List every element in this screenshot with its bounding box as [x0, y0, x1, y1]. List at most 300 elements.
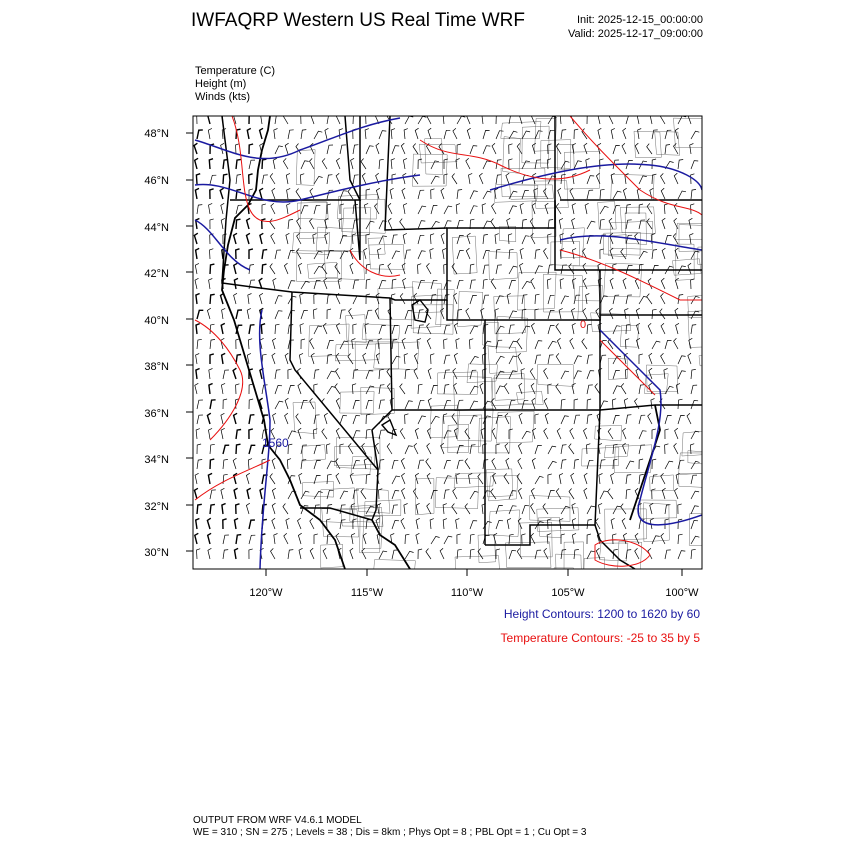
county-outline [488, 347, 518, 374]
wind-barb [561, 371, 569, 379]
wind-barb [415, 128, 418, 139]
wind-barb [622, 143, 626, 154]
wind-barb [674, 143, 679, 154]
wind-barb [613, 191, 621, 199]
wind-barb [353, 175, 359, 184]
wind-barb [197, 114, 201, 124]
wind-barb [496, 296, 504, 304]
wind-barb [665, 235, 672, 244]
wind-barb [665, 429, 669, 439]
wind-barb [470, 521, 477, 529]
wind-barb [340, 251, 348, 259]
wind-barb [418, 384, 423, 394]
wind-barb [366, 146, 374, 154]
wind-barb [301, 206, 308, 214]
wind-barb [392, 460, 398, 469]
wind-barb [678, 504, 682, 514]
wind-barb [314, 205, 320, 214]
wind-barb [327, 175, 332, 184]
wind-barb [496, 340, 502, 349]
county-outline [378, 287, 414, 320]
init-time: Init: 2025-12-15_00:00:00 [577, 14, 703, 26]
wind-barb [366, 386, 374, 394]
wind-barb [197, 205, 202, 214]
county-outline [320, 488, 354, 523]
wind-barb [665, 444, 669, 454]
wind-barb [600, 189, 605, 199]
wind-barb [652, 459, 656, 469]
wind-barb [639, 204, 643, 214]
wind-barb [236, 144, 240, 154]
wind-barb [247, 353, 251, 364]
wind-barb [379, 131, 386, 139]
wind-barb [400, 219, 405, 229]
wind-barb [532, 398, 535, 409]
wind-barb [430, 249, 434, 260]
wind-barb [561, 399, 566, 409]
wind-barb [301, 311, 308, 320]
wind-barb [570, 428, 574, 439]
wind-barb [299, 473, 302, 484]
wind-barb [470, 356, 479, 364]
county-outline [478, 534, 496, 562]
wind-barb [691, 161, 698, 169]
wind-barb [648, 323, 652, 334]
wind-barb [675, 248, 678, 259]
wind-barb [678, 160, 683, 170]
wind-barb [234, 413, 238, 424]
wind-barb [418, 251, 426, 259]
wind-barb [496, 249, 500, 259]
wind-barb [535, 414, 539, 424]
wind-barb [600, 206, 609, 214]
wind-barb [379, 385, 384, 394]
wind-barb [678, 460, 684, 469]
wind-barb [427, 338, 431, 349]
wind-barb [336, 158, 340, 169]
wind-barb [195, 263, 199, 274]
county-outline [676, 223, 717, 240]
wind-barb [496, 265, 502, 274]
wind-barb [287, 188, 291, 199]
wind-barb [457, 460, 463, 469]
wind-barb [600, 296, 608, 304]
model-info-line1: OUTPUT FROM WRF V4.6.1 MODEL [193, 815, 362, 826]
wind-barb [299, 263, 303, 274]
wind-barb [236, 384, 240, 394]
wind-barb [661, 533, 665, 544]
wind-barb [210, 459, 214, 469]
wind-barb [366, 414, 370, 424]
wind-barb [379, 551, 387, 559]
wind-barb [457, 144, 461, 154]
wind-barb [223, 459, 228, 469]
wind-barb [336, 398, 340, 409]
wind-barb [275, 250, 281, 259]
wind-barb [288, 550, 293, 559]
wind-barb [665, 550, 671, 559]
wind-barb [613, 534, 617, 544]
wind-barb [457, 549, 462, 559]
wind-barb [249, 144, 253, 154]
wind-barb [418, 221, 425, 229]
wind-barb [531, 233, 535, 244]
wind-barb [236, 219, 241, 229]
wind-barb [272, 488, 275, 499]
wind-barb [353, 400, 360, 409]
wind-barb [505, 443, 509, 454]
wind-barb [587, 460, 593, 469]
wind-barb [639, 431, 647, 439]
wind-barb [236, 339, 240, 349]
wind-barb [506, 458, 509, 469]
wind-barb [221, 488, 225, 499]
wind-barb [236, 535, 241, 544]
lat-label-40: 40°N [144, 315, 169, 327]
wind-barb [426, 459, 431, 470]
wind-barb [626, 415, 631, 424]
wind-barb [531, 278, 535, 289]
wind-barb [678, 415, 685, 424]
wind-barb [390, 188, 394, 199]
wind-barb [444, 130, 450, 139]
wind-barb [283, 504, 288, 515]
wind-barb [556, 384, 561, 394]
wind-barb [405, 311, 412, 320]
wind-barb [299, 548, 303, 559]
wind-barb [444, 461, 451, 470]
wind-barb [522, 431, 531, 439]
wind-barb [366, 279, 370, 289]
wind-barb [366, 114, 370, 124]
wind-barb [532, 203, 535, 214]
wind-barb [418, 460, 424, 469]
wind-barb [613, 146, 620, 155]
wind-barb [573, 174, 577, 185]
wind-barb [210, 339, 215, 349]
wind-barb [247, 218, 250, 229]
wind-barb [492, 428, 496, 439]
wind-barb [327, 340, 334, 349]
wind-barb [391, 129, 395, 139]
county-outline [674, 118, 719, 147]
wind-barb [676, 323, 679, 334]
wind-barb [366, 294, 370, 304]
wind-barb [418, 549, 422, 559]
wind-barb [427, 323, 431, 334]
county-outline [412, 282, 443, 313]
wind-barb [522, 295, 527, 304]
valid-time: Valid: 2025-12-17_09:00:00 [568, 28, 703, 40]
wind-barb [314, 491, 323, 499]
wind-barb [556, 324, 561, 335]
height-contour-label: 1560 [262, 436, 289, 450]
county-outline [505, 542, 551, 568]
wind-barb [689, 218, 693, 229]
wind-barb [613, 506, 621, 514]
wind-barb [674, 173, 678, 184]
wind-barb [561, 174, 566, 184]
wind-barb [652, 159, 656, 169]
wind-barb [535, 266, 543, 274]
wind-barb [444, 385, 449, 395]
wind-barb [392, 251, 400, 259]
wind-barb [392, 491, 399, 500]
wind-barb [296, 414, 301, 424]
wind-barb [574, 356, 582, 364]
wind-barb [465, 504, 470, 515]
wind-barb [310, 338, 314, 349]
wind-barb [483, 234, 488, 244]
wind-barb [635, 143, 639, 154]
wind-barb [661, 173, 666, 184]
wind-barb [299, 353, 303, 364]
wind-barb [652, 309, 657, 319]
wind-barb [531, 323, 535, 334]
wind-barb [195, 473, 199, 484]
wind-barb [248, 339, 252, 349]
wind-barb [535, 250, 540, 260]
wind-barb [327, 444, 331, 454]
wind-barb [587, 355, 593, 364]
wind-barb [249, 249, 253, 259]
wind-barb [197, 339, 202, 349]
wind-barb [496, 131, 504, 139]
wind-barb [561, 460, 566, 469]
wind-barb [249, 535, 255, 544]
wind-barb [586, 294, 590, 305]
wind-barb [262, 219, 266, 229]
wind-barb [286, 173, 290, 184]
wind-barb [340, 204, 344, 214]
wind-barb [391, 159, 395, 169]
wind-barb [572, 503, 576, 514]
wind-barb [613, 415, 620, 424]
county-outline [458, 292, 483, 327]
wind-barb [416, 533, 420, 544]
wind-barb [626, 220, 632, 229]
wind-barb [288, 281, 295, 289]
wind-barb [466, 158, 470, 169]
wind-barb [327, 145, 333, 154]
wind-barb [622, 518, 626, 529]
wind-barb [353, 416, 360, 425]
wind-barb [483, 416, 491, 424]
wind-barb [469, 173, 473, 184]
county-outline [537, 365, 573, 387]
wind-barb [314, 475, 321, 484]
wind-barb [444, 431, 451, 439]
wind-barb [236, 249, 240, 259]
wind-barb [587, 534, 591, 544]
state-boundaries [222, 116, 702, 569]
wind-barb [518, 458, 522, 469]
wind-barb [196, 429, 200, 439]
wind-barb [572, 203, 576, 214]
wind-barb [496, 549, 500, 559]
wind-barb [288, 130, 294, 139]
wind-barb [647, 219, 652, 230]
wind-barb [249, 520, 255, 529]
wind-barb [197, 310, 203, 319]
wind-barb [444, 355, 450, 364]
wind-barb [283, 113, 288, 124]
wind-barb [518, 443, 522, 454]
wind-barb [314, 294, 318, 304]
wind-barb [531, 383, 535, 394]
wind-barb [665, 130, 671, 139]
wind-barb [492, 203, 497, 214]
wind-barb [509, 325, 515, 334]
wind-barb [401, 518, 405, 529]
wind-barb [431, 280, 437, 289]
county-outline [487, 469, 513, 497]
wind-barb [325, 128, 329, 139]
wind-barb [560, 114, 564, 124]
wind-barb [364, 248, 368, 259]
wind-barb [535, 445, 542, 454]
wind-barb [547, 534, 551, 544]
wind-barb [195, 488, 198, 499]
wind-barb [418, 281, 425, 290]
wind-barb [639, 251, 648, 259]
wind-barb [392, 476, 400, 484]
wind-barb [441, 443, 444, 454]
wind-barb [431, 161, 439, 169]
wind-barb [453, 128, 457, 139]
wind-barb [595, 384, 600, 395]
wind-barb [691, 506, 699, 514]
wind-barb [336, 173, 340, 184]
wind-barb [626, 295, 632, 304]
wind-barb [509, 249, 514, 259]
wind-barb [651, 399, 655, 410]
wind-barb [561, 416, 569, 424]
wind-barb [587, 190, 593, 199]
wind-barb [662, 218, 665, 229]
wind-barb [441, 233, 444, 244]
wind-barb [208, 113, 211, 124]
wind-barb [548, 144, 552, 154]
wind-barb [249, 325, 255, 334]
wind-barb [261, 324, 265, 334]
wind-barb [350, 473, 353, 484]
wind-barb [532, 143, 535, 154]
county-outline [324, 251, 364, 280]
wind-barb [314, 131, 322, 139]
lat-label-30: 30°N [144, 547, 169, 559]
lat-label-44: 44°N [144, 222, 169, 234]
wind-barb [494, 533, 498, 544]
wind-barb [196, 248, 200, 259]
temperature-contour-legend: Temperature Contours: -25 to 35 by 5 [500, 631, 700, 645]
wind-barb [223, 445, 229, 454]
wind-barb [660, 309, 665, 319]
wind-barb [431, 385, 438, 394]
wind-barb [522, 309, 526, 319]
wind-barb [457, 280, 463, 289]
wind-barb [272, 458, 275, 469]
wind-barb [443, 248, 447, 259]
wind-barb [194, 233, 197, 244]
wind-barb [440, 548, 444, 559]
wind-barb [623, 443, 627, 454]
wind-barb [272, 188, 275, 199]
wind-barb [236, 175, 241, 185]
wind-barb [427, 503, 431, 514]
wind-barb [327, 309, 331, 319]
wind-barb [405, 369, 410, 379]
field-height: Height (m) [195, 78, 247, 90]
wind-barb [531, 113, 535, 124]
wind-barb [621, 504, 626, 514]
wind-barb [404, 354, 408, 364]
wind-barb [273, 158, 277, 169]
wind-barb [196, 369, 200, 380]
county-outline [573, 266, 600, 301]
wind-barb [207, 308, 210, 319]
wind-barb [691, 189, 696, 199]
wind-barb [340, 444, 344, 454]
wind-barb [621, 383, 626, 394]
wind-barb [691, 475, 697, 484]
wind-barb [556, 488, 561, 499]
wind-barb [544, 548, 548, 559]
wind-barb [444, 159, 448, 169]
wind-barb [584, 428, 588, 439]
wind-barb [298, 533, 301, 544]
wind-barb [470, 206, 478, 214]
wind-barb [379, 369, 384, 379]
wind-barb [249, 160, 255, 169]
wind-barb [650, 503, 654, 514]
lat-label-36: 36°N [144, 408, 169, 420]
county-outline [620, 325, 639, 347]
wind-barb [470, 534, 475, 544]
wind-barb [350, 548, 353, 559]
wind-barb [674, 203, 678, 214]
wind-barb [314, 445, 321, 454]
wind-barb [247, 233, 250, 244]
wind-barb [270, 474, 275, 485]
wind-barb [548, 341, 557, 349]
wind-barb [221, 413, 225, 424]
wind-barb [452, 174, 457, 185]
wind-barb [335, 384, 340, 395]
wind-barb [388, 203, 392, 214]
wind-barb [195, 188, 199, 199]
wind-barb [496, 175, 501, 184]
wind-barb [220, 188, 223, 199]
wind-barb [353, 145, 358, 154]
wind-barb [221, 428, 225, 439]
wind-barb [647, 144, 652, 154]
wind-barb [470, 264, 474, 274]
wind-barb [324, 413, 327, 424]
wind-barb [559, 473, 563, 484]
wind-barb [327, 295, 332, 305]
wind-barb [661, 278, 665, 289]
wind-barb [234, 488, 238, 499]
wind-barb [210, 444, 215, 454]
wind-barb [403, 203, 407, 214]
wind-barb [623, 278, 626, 289]
wind-barb [195, 158, 198, 169]
wind-barb [353, 296, 361, 304]
wind-barb [507, 518, 511, 529]
wind-barb [457, 309, 462, 319]
wind-barb [674, 443, 678, 454]
